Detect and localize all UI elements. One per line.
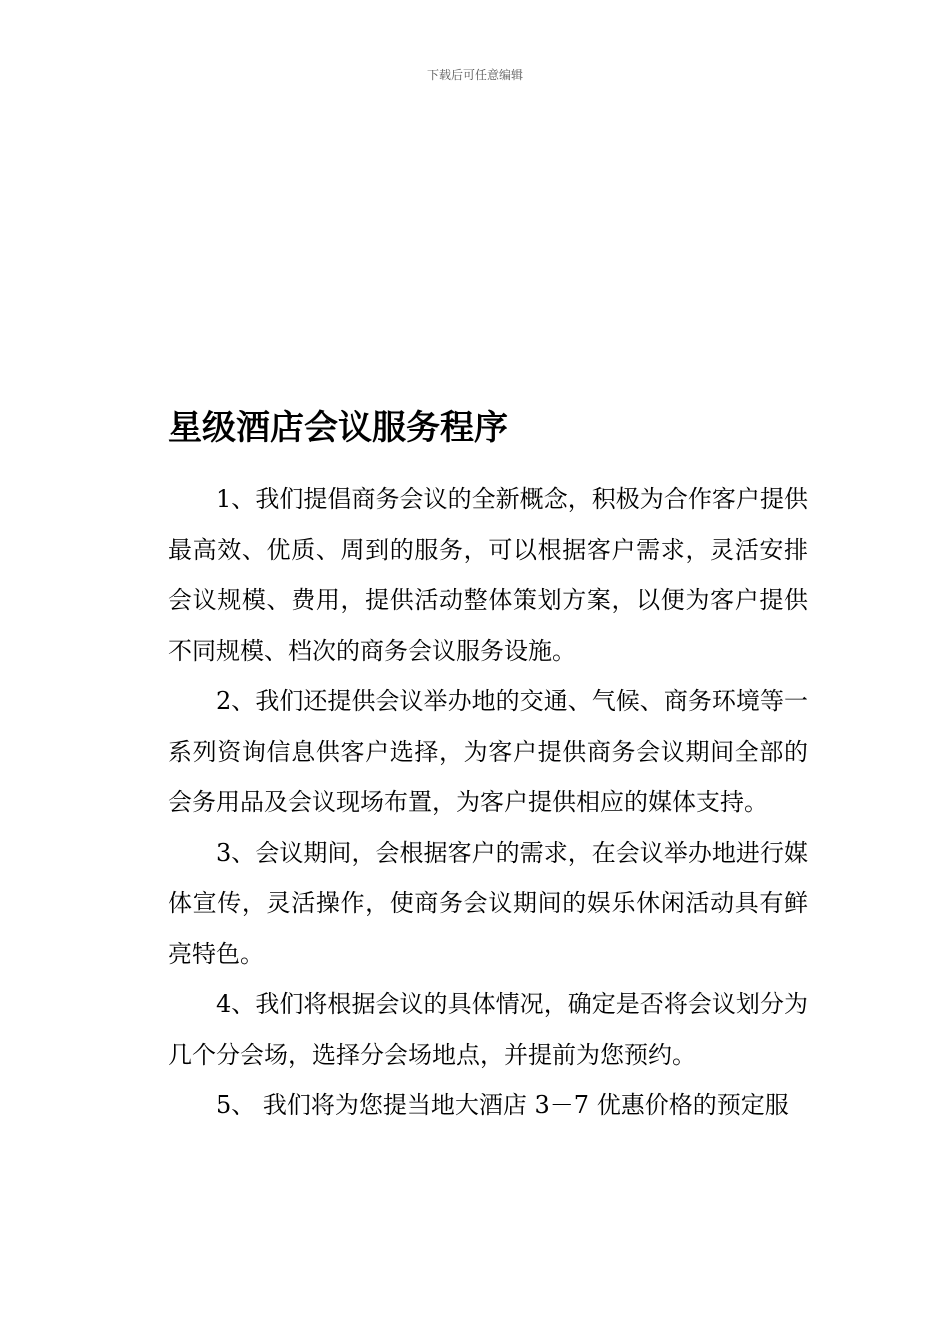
header-note: 下载后可任意编辑 xyxy=(426,68,523,82)
document-body xyxy=(168,474,808,1131)
document-title: 星级酒店会议服务程序 xyxy=(168,408,508,448)
paragraph-4: 4、我们将根据会议的具体情况，确定是否将会议划分为几个分会场，选择分会场地点，并提前为您预约。 xyxy=(168,990,808,1069)
paragraph-1: 1、我们提倡商务会议的全新概念，积极为合作客户提供最高效、优质、周到的服务，可以根据客户需求，灵活安排会议规模、费用，提供活动整体策划方案，以便为客户提供不同规模、档次的商务会议服务设施。 xyxy=(168,485,808,665)
paragraph-5: 5、 我们将为您提当地大酒店 3－7 优惠价格的预定服 xyxy=(216,1091,789,1119)
paragraph-2: 2、我们还提供会议举办地的交通、气候、商务环境等一系列资询信息供客户选择，为客户提供商务会议期间全部的会务用品及会议现场布置，为客户提供相应的媒体支持。 xyxy=(168,687,808,816)
paragraph-3: 3、会议期间，会根据客户的需求，在会议举办地进行媒体宣传，灵活操作，使商务会议期间的娱乐休闲活动具有鲜亮特色。 xyxy=(168,838,808,968)
